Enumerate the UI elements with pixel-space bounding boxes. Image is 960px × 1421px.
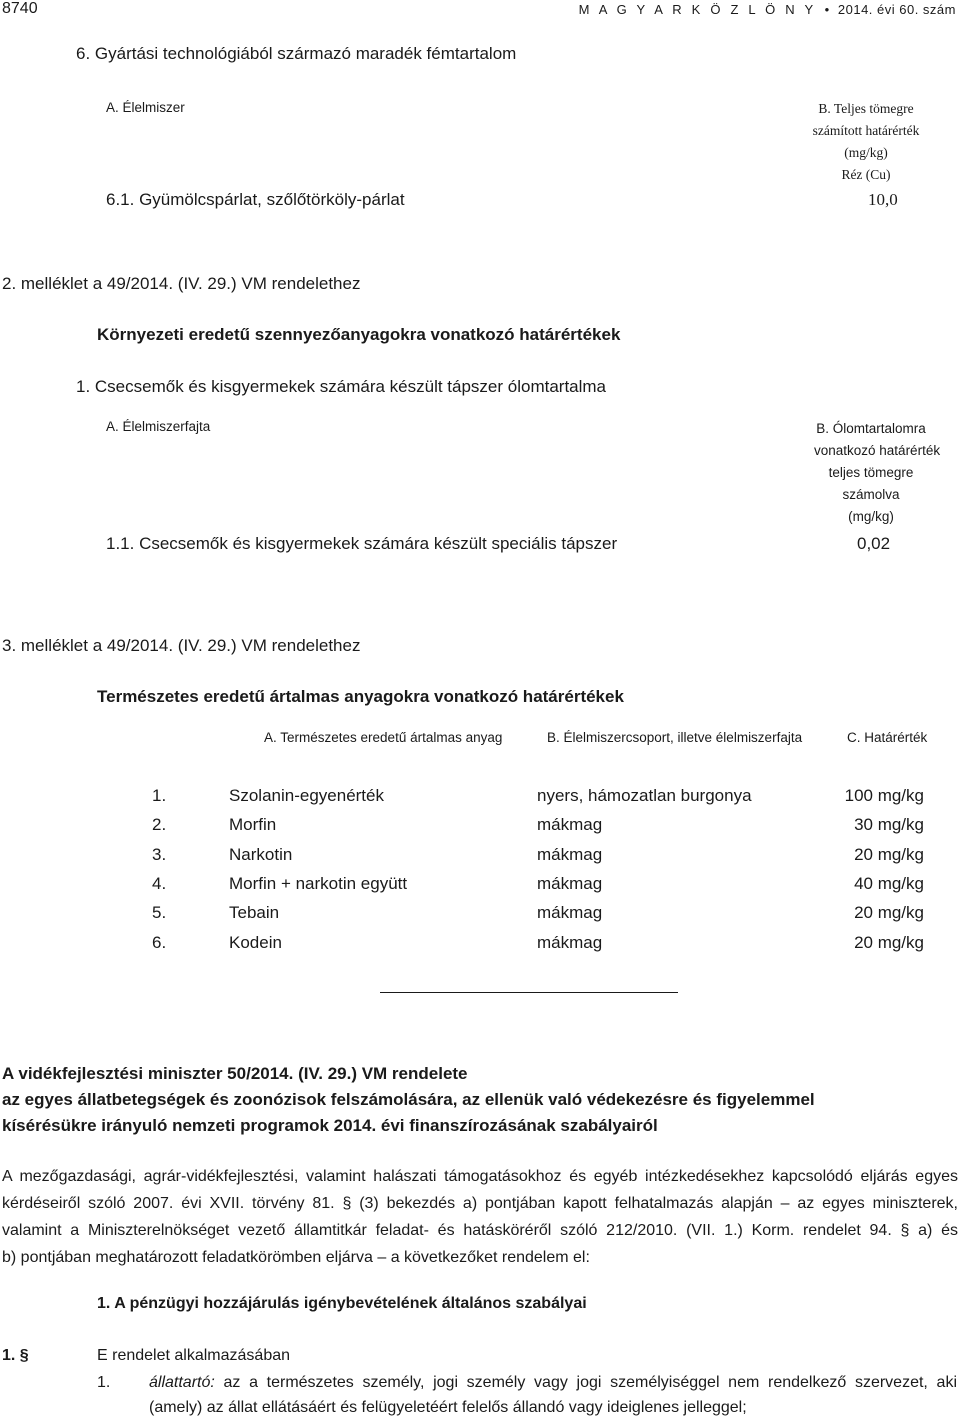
item-term: állattartó: <box>149 1374 215 1391</box>
table-cell-food: mákmag <box>537 903 603 922</box>
annex2-title: Környezeti eredetű szennyezőanyagokra vonatkozó határértékek <box>97 325 621 344</box>
journal-name: M A G Y A R K Ö Z L Ö N Y <box>578 2 817 17</box>
item-line-2: (amely) az állat ellátásáért és felügyeletéért felelős állandó vagy ideiglenes jelleggel; <box>149 1399 747 1416</box>
section6-row-label: 6.1. Gyümölcspárlat, szőlőtörköly-párlat <box>106 190 405 209</box>
preamble-line: kérdéseiről szóló 2007. évi XVII. törvény 81. § (3) bekezdés a) pontjában kapott felhatalmazás alapján – az egyes miniszterek, <box>2 1195 958 1212</box>
chapter-heading: 1. A pénzügyi hozzájárulás igénybevételének általános szabályai <box>97 1295 587 1312</box>
section6-col-b-line: (mg/kg) <box>844 145 888 160</box>
annex2-col-a: A. Élelmiszerfajta <box>106 419 211 434</box>
section6-col-b-line: Réz (Cu) <box>841 167 891 182</box>
issue-label: 2014. évi 60. szám <box>837 2 956 17</box>
preamble-line: b) pontjában meghatározott feladatkörömben eljárva – a következőket rendelem el: <box>2 1249 590 1266</box>
table-cell-num: 1. <box>152 786 167 805</box>
annex3-col-c: C. Határérték <box>847 730 928 745</box>
annex2-col-b-line: B. Ólomtartalomra <box>816 421 926 436</box>
decree-preamble <box>2 1163 958 1271</box>
annex2-col-b-line: vonatkozó határérték <box>814 443 941 458</box>
table-cell-limit: 20 mg/kg <box>854 933 924 952</box>
annex2-heading: 2. melléklet a 49/2014. (IV. 29.) VM rendelethez <box>2 274 361 293</box>
table-cell-substance: Tebain <box>229 903 280 922</box>
table-cell-food: mákmag <box>537 874 603 893</box>
table-cell-substance: Szolanin-egyenérték <box>229 786 384 805</box>
paragraph-number: 1. § <box>2 1347 29 1364</box>
table-cell-num: 3. <box>152 845 167 864</box>
annex2-row-label: 1.1. Csecsemők és kisgyermekek számára készült speciális tápszer <box>106 534 618 553</box>
preamble-line: valamint a Miniszterelnökséget vezető államtitkár feladat- és hatásköréről szóló 212/2010. (VII. 1.) Korm. rendelet 94. § a) és <box>2 1222 958 1239</box>
decree-title <box>2 1061 815 1139</box>
section6-col-b-line: számított határérték <box>812 123 920 138</box>
preamble-line: A mezőgazdasági, agrár-vidékfejlesztési, valamint halászati támogatásokhoz és egyéb intézkedésekhez kapcsolódó eljárás egyes <box>2 1168 958 1185</box>
table-cell-num: 5. <box>152 903 167 922</box>
running-header <box>579 2 956 17</box>
table-cell-substance: Morfin + narkotin együtt <box>229 874 408 893</box>
item-number: 1. <box>97 1374 111 1391</box>
section6-col-b <box>810 98 922 186</box>
table-cell-num: 2. <box>152 815 167 834</box>
annex2-subtitle: 1. Csecsemők és kisgyermekek számára készült tápszer ólomtartalma <box>76 377 607 396</box>
annex3-col-a: A. Természetes eredetű ártalmas anyag <box>264 730 503 745</box>
header-bullet: • <box>824 2 830 17</box>
paragraph-text: E rendelet alkalmazásában <box>97 1347 291 1364</box>
table-cell-limit: 40 mg/kg <box>854 874 924 893</box>
annex2-col-b-line: teljes tömegre <box>828 465 914 480</box>
decree-title-line: A vidékfejlesztési miniszter 50/2014. (IV. 29.) VM rendelete <box>2 1064 468 1083</box>
table-cell-food: nyers, hámozatlan burgonya <box>537 786 752 805</box>
annex2-col-b <box>814 418 941 528</box>
section6-col-a: A. Élelmiszer <box>106 100 185 115</box>
decree-title-line: kísérésükre irányuló nemzeti programok 2014. évi finanszírozásának szabályairól <box>2 1116 658 1135</box>
item-line-1 <box>149 1374 957 1392</box>
annex3-col-b: B. Élelmiszercsoport, illetve élelmiszerfajta <box>547 730 803 745</box>
annex2-row-value: 0,02 <box>857 534 891 553</box>
section6-row-value: 10,0 <box>868 190 898 209</box>
annex3-title: Természetes eredetű ártalmas anyagokra vonatkozó határértékek <box>97 687 624 706</box>
table-cell-food: mákmag <box>537 933 603 952</box>
table-cell-limit: 20 mg/kg <box>854 903 924 922</box>
table-cell-num: 6. <box>152 933 167 952</box>
table-cell-food: mákmag <box>537 815 603 834</box>
item-definition: az a természetes személy, jogi személy vagy jogi személyiséggel nem rendelkező szervezet, aki <box>214 1374 957 1391</box>
annex3-heading: 3. melléklet a 49/2014. (IV. 29.) VM rendelethez <box>2 636 361 655</box>
table-cell-substance: Kodein <box>229 933 282 952</box>
table-cell-substance: Narkotin <box>229 845 293 864</box>
annex2-col-b-line: (mg/kg) <box>848 509 894 524</box>
section-divider <box>380 992 678 993</box>
table-cell-limit: 100 mg/kg <box>844 786 924 805</box>
page-number: 8740 <box>2 0 38 17</box>
section6-col-b-line: B. Teljes tömegre <box>818 101 914 116</box>
table-cell-limit: 20 mg/kg <box>854 845 924 864</box>
table-cell-num: 4. <box>152 874 167 893</box>
section6-title: 6. Gyártási technológiából származó maradék fémtartalom <box>76 44 517 63</box>
table-cell-limit: 30 mg/kg <box>854 815 924 834</box>
table-cell-substance: Morfin <box>229 815 277 834</box>
decree-title-line: az egyes állatbetegségek és zoonózisok felszámolására, az ellenük való védekezésre és figyelemmel <box>2 1090 815 1109</box>
table-cell-food: mákmag <box>537 845 603 864</box>
annex2-col-b-line: számolva <box>842 487 900 502</box>
